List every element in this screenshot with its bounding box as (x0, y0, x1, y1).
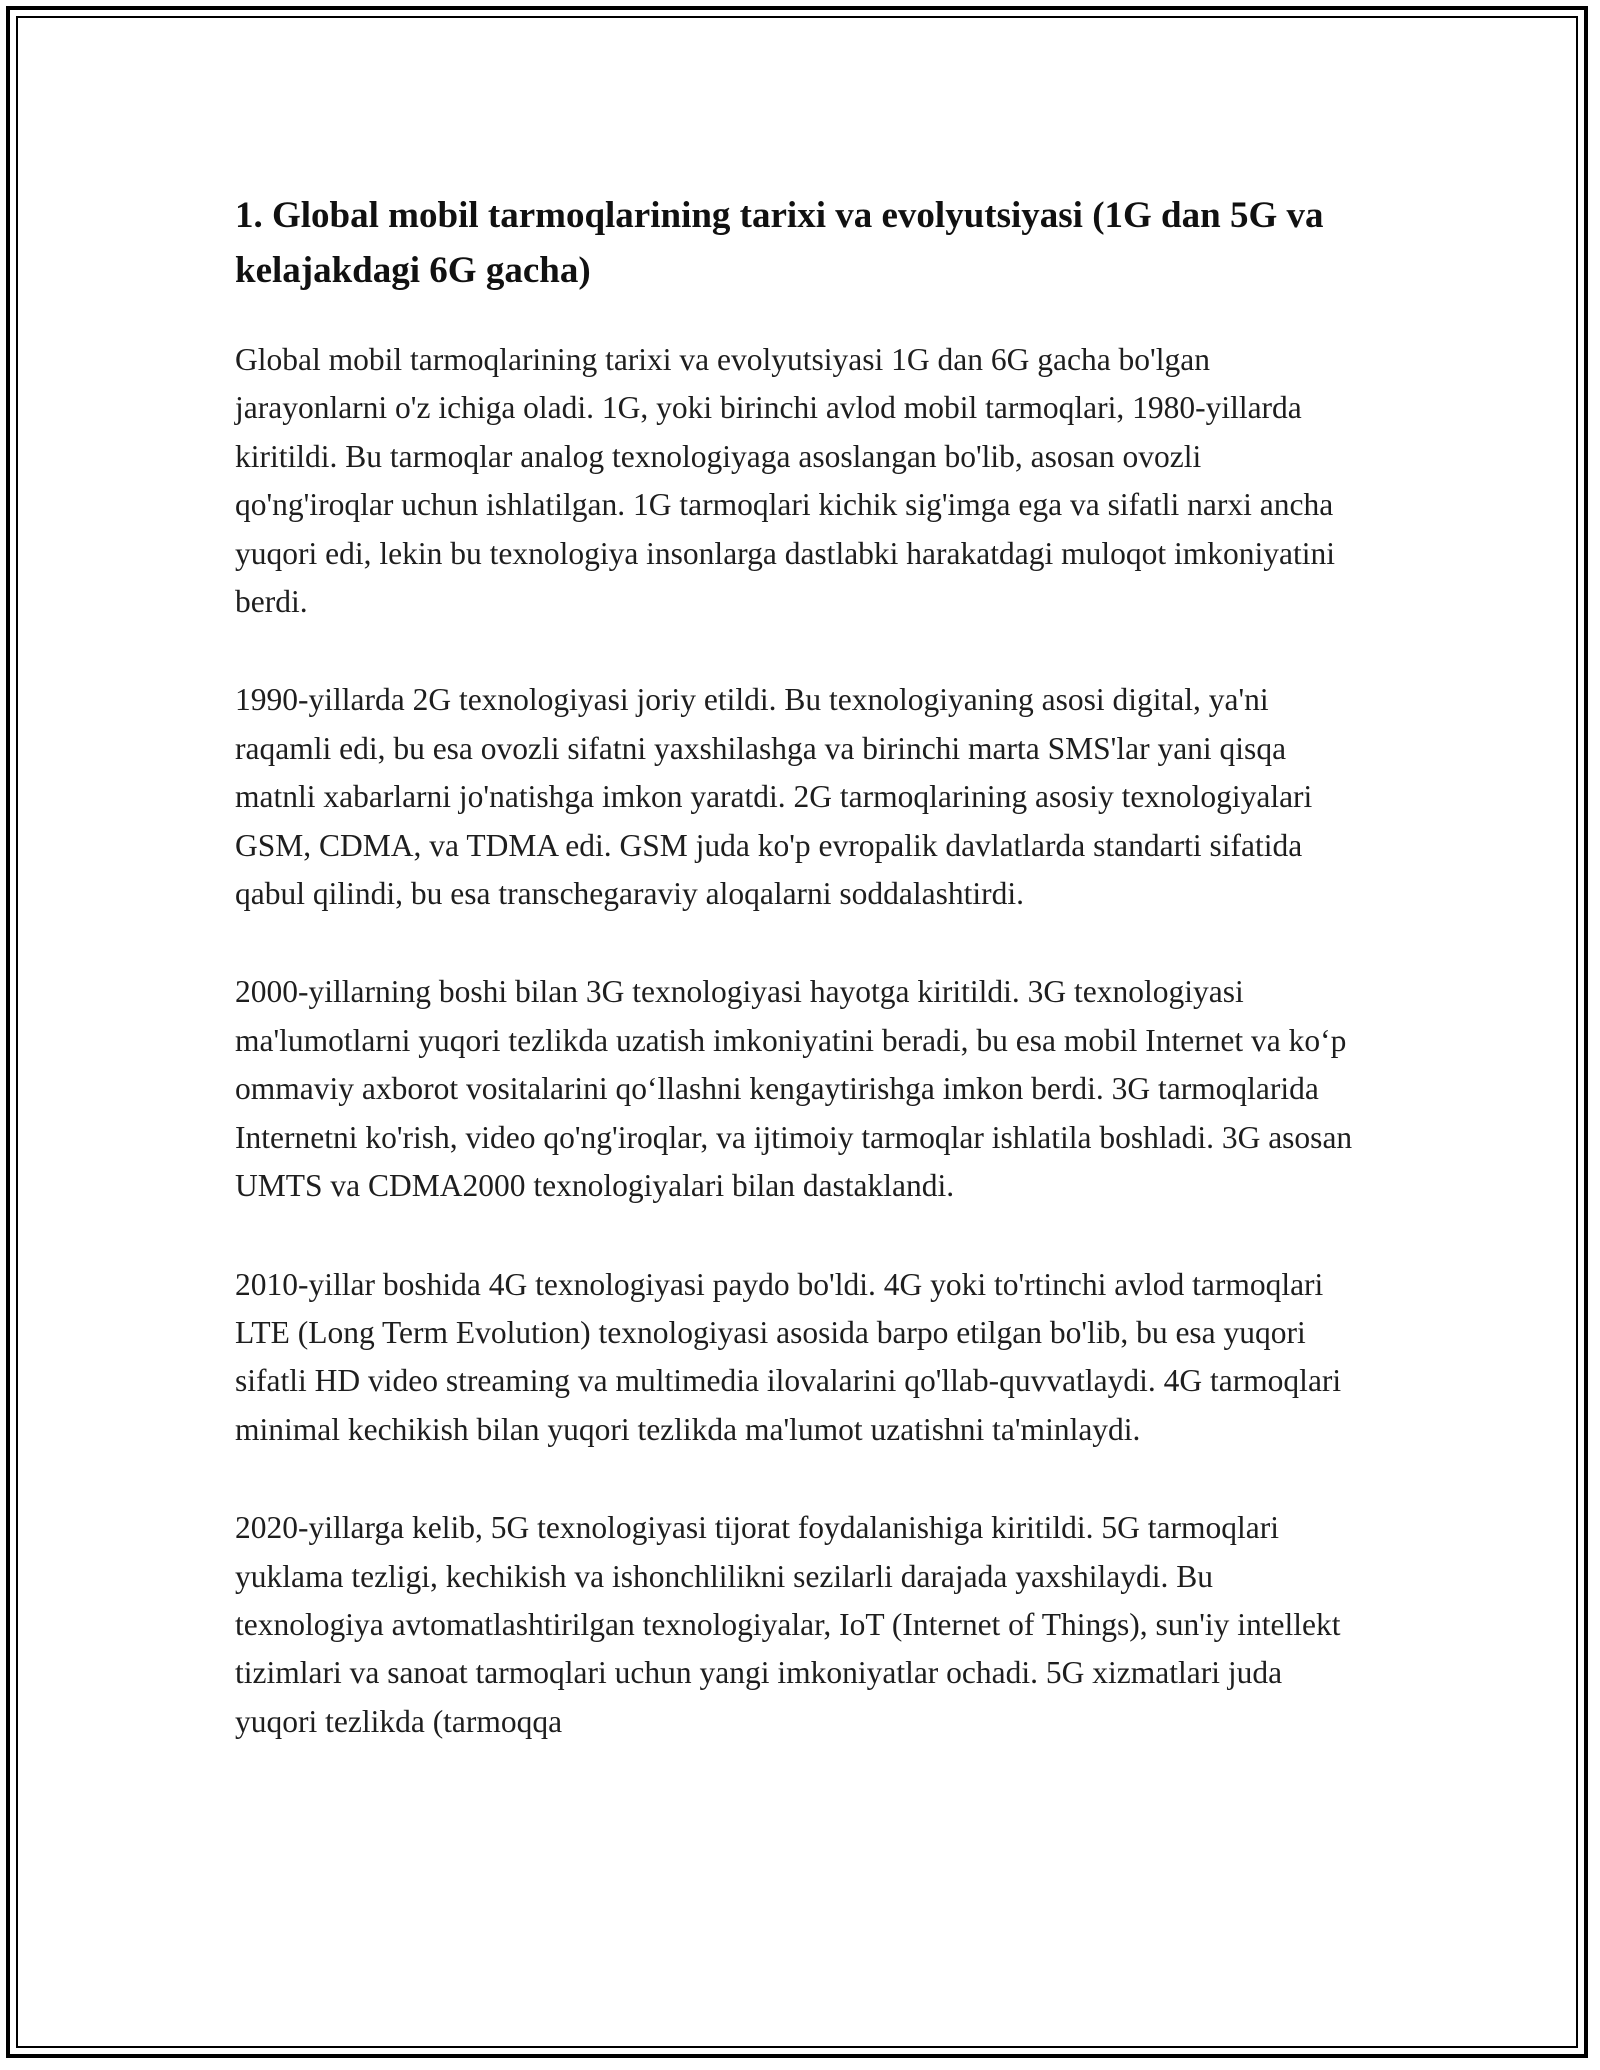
section-heading: 1. Global mobil tarmoqlarining tarixi va evolyutsiyasi (1G dan 5G va kelajakdagi 6G gacha) (235, 195, 1324, 291)
paragraph-2g: 1990-yillarda 2G texnologiyasi joriy etildi. Bu texnologiyaning asosi digital, ya'ni raqamli edi, bu esa ovozli sifatni yaxshilashga va birinchi marta SMS'lar yani qisqa matnli xabarlarni jo'natishga imkon yaratdi. 2G tarmoqlarining asosiy texnologiyalari GSM, CDMA, va TDMA edi. GSM juda ko'p evropalik davlatlarda standarti sifatida qabul qilindi, bu esa transchegaraviy aloqalarni soddalashtirdi. (235, 682, 1313, 912)
document-body (235, 188, 1365, 1796)
paragraph-3g: 2000-yillarning boshi bilan 3G texnologiyasi hayotga kiritildi. 3G texnologiyasi ma'lumotlarni yuqori tezlikda uzatish imkoniyatini beradi, bu esa mobil Internet va ko‘p ommaviy axborot vositalarini qo‘llashni kengaytirishga imkon berdi. 3G tarmoqlarida Internetni ko'rish, video qo'ng'iroqlar, va ijtimoiy tarmoqlar ishlatila boshladi. 3G asosan UMTS va CDMA2000 texnologiyalari bilan dastaklandi. (235, 974, 1353, 1204)
paragraph-1g: Global mobil tarmoqlarining tarixi va evolyutsiyasi 1G dan 6G gacha bo'lgan jarayonlarni o'z ichiga oladi. 1G, yoki birinchi avlod mobil tarmoqlari, 1980-yillarda kiritildi. Bu tarmoqlar analog texnologiyaga asoslangan bo'lib, asosan ovozli qo'ng'iroqlar uchun ishlatilgan. 1G tarmoqlari kichik sig'imga ega va sifatli narxi ancha yuqori edi, lekin bu texnologiya insonlarga dastlabki harakatdagi muloqot imkoniyatini berdi. (235, 342, 1335, 620)
paragraph-5g: 2020-yillarga kelib, 5G texnologiyasi tijorat foydalanishiga kiritildi. 5G tarmoqlari yuklama tezligi, kechikish va ishonchlilikni sezilarli darajada yaxshilaydi. Bu texnologiya avtomatlashtirilgan texnologiyalar, IoT (Internet of Things), sun'iy intellekt tizimlari va sanoat tarmoqlari uchun yangi imkoniyatlar ochadi. 5G xizmatlari juda yuqori tezlikda (tarmoqqa (235, 1510, 1341, 1739)
paragraph-4g: 2010-yillar boshida 4G texnologiyasi paydo bo'ldi. 4G yoki to'rtinchi avlod tarmoqlari LTE (Long Term Evolution) texnologiyasi asosida barpo etilgan bo'lib, bu esa yuqori sifatli HD video streaming va multimedia ilovalarini qo'llab-quvvatlaydi. 4G tarmoqlari minimal kechikish bilan yuqori tezlikda ma'lumot uzatishni ta'minlaydi. (235, 1266, 1342, 1447)
